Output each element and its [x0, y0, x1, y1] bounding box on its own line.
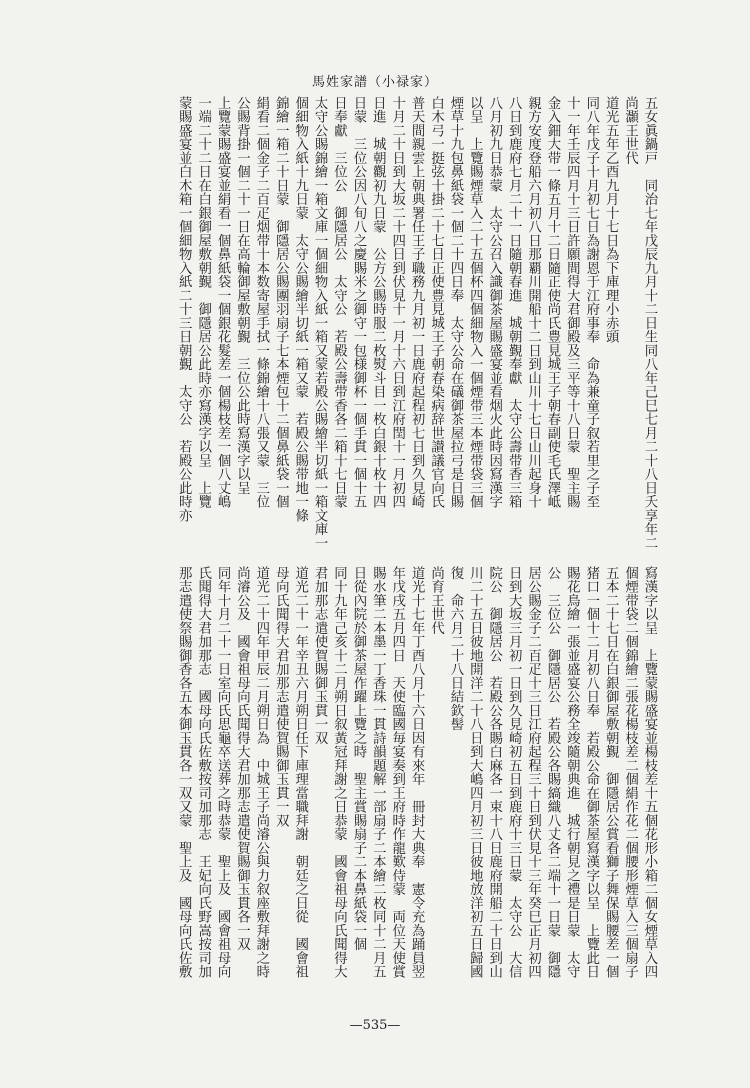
upper-text-block: 五女眞鍋戸 同治七年戊辰九月十二日生同八年己巳七月二十八日夭享年二 尚灝王世代 道光五年乙酉九月十七日為下庫理小赤頭 同八年戊子十月初七日為謝恩于江府事奉 命為兼童子叙若里之子至 十一年壬辰四月十三日許願間得大君御殿及三平等十八日蒙 聖主賜 金入鈿大带一條五月十二日隨正使尚氏豊見城王子朝春副使毛氏澤岻 親方安度登船六月初八日那覇川開船十二日到山川十七日山川起身十 八日到鹿府七月二十一日隨朝春進 城朝覲奉獻 太守公壽带香三箱 八月初九日恭蒙 太守公召入識御茶屋賜盛宴並看烟火此時因寫漢字 以呈 上覽賜煙草入二十五個杯四個細物入一個煙带三本煙带袋三個 煙草十九包鼻紙袋一個二十四日奉 太守公命在礒御茶屋拉弓是日賜 白木弓一挺弦十掛二十七日正使豊見城王子朝春染病辞世讃議官向氏 普天間親雲上朝典署任王子職務九月初一日鹿府起程初七日到久見崎 十月二十日到大坂二十四日到伏見十一月十六日到江府閏十一月初四 日進 城朝觀初九日蒙 公方公賜時服二枚熨斗目一枚白銀十枚十四 日蒙 三位公因八旬八之慶賜米之御守一包様御杯一個手貫一個十五 日奉獻 三位公 御隱居公 太守公 若殿公壽带香各二箱十七日蒙 太守公賜錦繪一箱文庫一個細物入紙一箱又蒙若殿公賜繪半切紙一箱文庫一 個細物入紙十九日蒙 太守公賜繪半切紙一箱又蒙 若殿公賜带地一條 錦繪一箱二十日蒙 御隱居公賜團羽扇子七本煙包十二個鼻紙袋一個 絹看二個金子二百疋烟带十本数寄屋手拭一條錦繪十八張又蒙 三位 公賜背掛一個二十一日在高輪御屋敷朝覲 三位公此時寫漢字以呈 上覽蒙賜盛宴並絹看一個鼻紙袋一個銀花髮差一個楊枝差一個八丈嶋 一端二十二日在白銀御屋敷朝覲 御隱居公此時亦寫漢字以呈 上覽 蒙賜盛宴並白木箱一個細物入紙二十三日朝覲 太守公 若殿公此時亦	[176, 96, 657, 550]
running-head: 馬姓家譜（小禄家）	[311, 75, 438, 90]
lower-text-block: 寫漢字以呈 上覽蒙賜盛宴並楊枝差十五個花形小箱二個女煙草入四 個煙带袋二個錦繪二張花楊枝差二個絹作花二個腰形煙草入三個扇子 五本二十七日在白銀御屋敷朝覲 御隱居公賞看獅子舞保賜腰差一個 猪口一個十二月初八日奉 若殿公命在御茶屋寫漢字以呈 上覽此日 賜花鳥繪一張並盛宴公務全竣隨朝典進 城行朝見之禮是日蒙 太守 公 三位公 御隱居公 若殿公各賜縞織八丈各二端十一日蒙 御隱 居公賜金子二百疋十三日江府起程三十日到伏見十三年癸巳正月初四 日到大坂三月初一日到久見崎初五日到鹿府十三日蒙 太守公 大信 院公 御隱居公 若殿公各賜白麻各一束十八日鹿府開船二十日到山 川二十五日彼地開洋二十八日到大嶋四月初三日彼地放洋初五日歸國 復 命六月二十八日結欽髻 尚育王世代 道光十七年丁酉八月十六日因有來年 冊封大典奉 憲令充為踊員翌 年戊戌五月四日 天使臨國毎宴奏到王府時作龍歎侍蒙 両位天使賞 賜水筆二本墨一丁香珠一貫詩韻題解一部扇子二本繪二枚同十二月五 日從內院於御茶屋作躍上覽之時 聖主賞賜扇子二本鼻紙袋一個 同十九年己亥十二月朔日叙黃冠拜謝之日恭蒙 國會祖母向氏聞得大 君加那志遣使賀賜御玉貫一双 道光二十一年辛丑六月朔日任下庫理當職拜謝 朝廷之日從 國會祖 母向氏聞得大君加那志遣使賀賜御玉貫一双 道光二十四年甲辰二月朔日為 中城王子尚濬公與力叙座敷拜謝之時 尚濬公及 國會祖母向氏聞得大君加那志遣使賀賜御玉貫各一双 同年十月二十一日室向氏思龜卒送葬之時恭蒙 聖上及 國會祖母向 氏聞得大君加那志 國母向氏佐敷按司加那志 王妃向氏野嵩按司加 那志遣使祭賜御香各五本御玉貫各一双又蒙 聖上及 國母向氏佐敷	[176, 566, 657, 979]
page-number: —535—	[349, 1018, 401, 1033]
